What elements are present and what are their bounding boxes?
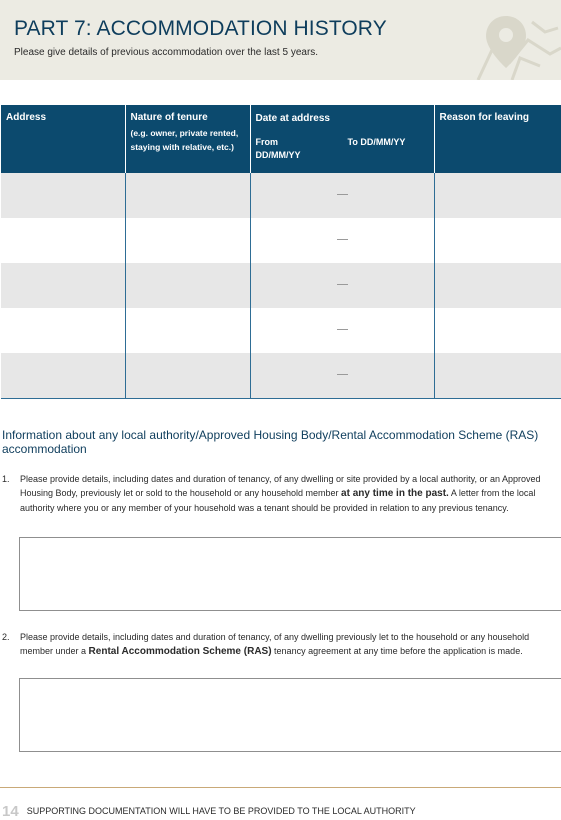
date-separator-dash: [337, 329, 348, 330]
date-cell[interactable]: [250, 173, 434, 218]
tenure-cell[interactable]: [125, 308, 250, 353]
tenure-cell[interactable]: [125, 353, 250, 399]
header-to: To DD/MM/YY: [347, 137, 406, 147]
address-cell[interactable]: [1, 263, 125, 308]
reason-cell[interactable]: [434, 263, 561, 308]
section-heading: Information about any local authority/Approved Housing Body/Rental Accommodation Scheme (RAS) accommodation: [2, 428, 539, 456]
date-separator-dash: [337, 239, 348, 240]
header-address: Address: [1, 105, 125, 173]
footer-text: SUPPORTING DOCUMENTATION WILL HAVE TO BE PROVIDED TO THE LOCAL AUTHORITY: [26, 806, 416, 816]
date-cell[interactable]: [250, 308, 434, 353]
table-row: [1, 173, 561, 218]
table-header-row: [1, 105, 561, 173]
reason-cell[interactable]: [434, 173, 561, 218]
question-number: 1.: [2, 474, 10, 484]
reason-cell[interactable]: [434, 308, 561, 353]
page-subtitle: Please give details of previous accommodation over the last 5 years.: [14, 47, 319, 58]
reason-cell[interactable]: [434, 218, 561, 263]
tenure-cell[interactable]: [125, 263, 250, 308]
question-text: Please provide details, including dates and duration of tenancy, of any dwelling previously let to the household or any household member under a Rental Accommodation Scheme (RAS) tenancy agreement at any time before the application is made.: [20, 632, 530, 657]
page-number: 14: [2, 803, 19, 820]
address-cell[interactable]: [1, 218, 125, 263]
header-from: From DD/MM/YY: [255, 137, 301, 160]
date-separator-dash: [337, 374, 348, 375]
header-nature-of-tenure: Nature of tenure (e.g. owner, private rented, staying with relative, etc.): [125, 105, 250, 173]
date-cell[interactable]: [250, 353, 434, 399]
tenure-cell[interactable]: [125, 173, 250, 218]
question-number: 2.: [2, 632, 10, 642]
date-separator-dash: [337, 194, 348, 195]
address-cell[interactable]: [1, 173, 125, 218]
address-cell[interactable]: [1, 353, 125, 399]
reason-cell[interactable]: [434, 353, 561, 399]
table-row: [1, 218, 561, 263]
tenure-cell[interactable]: [125, 218, 250, 263]
date-cell[interactable]: [250, 218, 434, 263]
table-row: [1, 353, 561, 399]
page-header: [0, 0, 561, 80]
map-pin-icon: [470, 10, 561, 80]
accommodation-history-table: [1, 105, 561, 399]
tenure-note: (e.g. owner, private rented, staying with relative, etc.): [130, 128, 239, 152]
q2-answer-box[interactable]: [19, 678, 561, 752]
footer-divider: [0, 787, 561, 788]
question-text: Please provide details, including dates and duration of tenancy, of any dwelling or site provided by a local authority, or an Approved Housing Body, previously let or sold to the household or any household member at any time in the past. A letter from the local authority where you or any member of your household was a tenant should be provided in relation to any previous tenancy.: [20, 474, 541, 513]
header-date-at-address: Date at address From DD/MM/YY To DD/MM/YY: [250, 105, 434, 173]
q1-answer-box[interactable]: [19, 537, 561, 611]
date-cell[interactable]: [250, 263, 434, 308]
table-row: [1, 263, 561, 308]
address-cell[interactable]: [1, 308, 125, 353]
date-separator-dash: [337, 284, 348, 285]
page-footer: [2, 803, 416, 820]
page-title: PART 7: ACCOMMODATION HISTORY: [14, 17, 387, 40]
table-row: [1, 308, 561, 353]
header-reason-for-leaving: Reason for leaving: [434, 105, 561, 173]
